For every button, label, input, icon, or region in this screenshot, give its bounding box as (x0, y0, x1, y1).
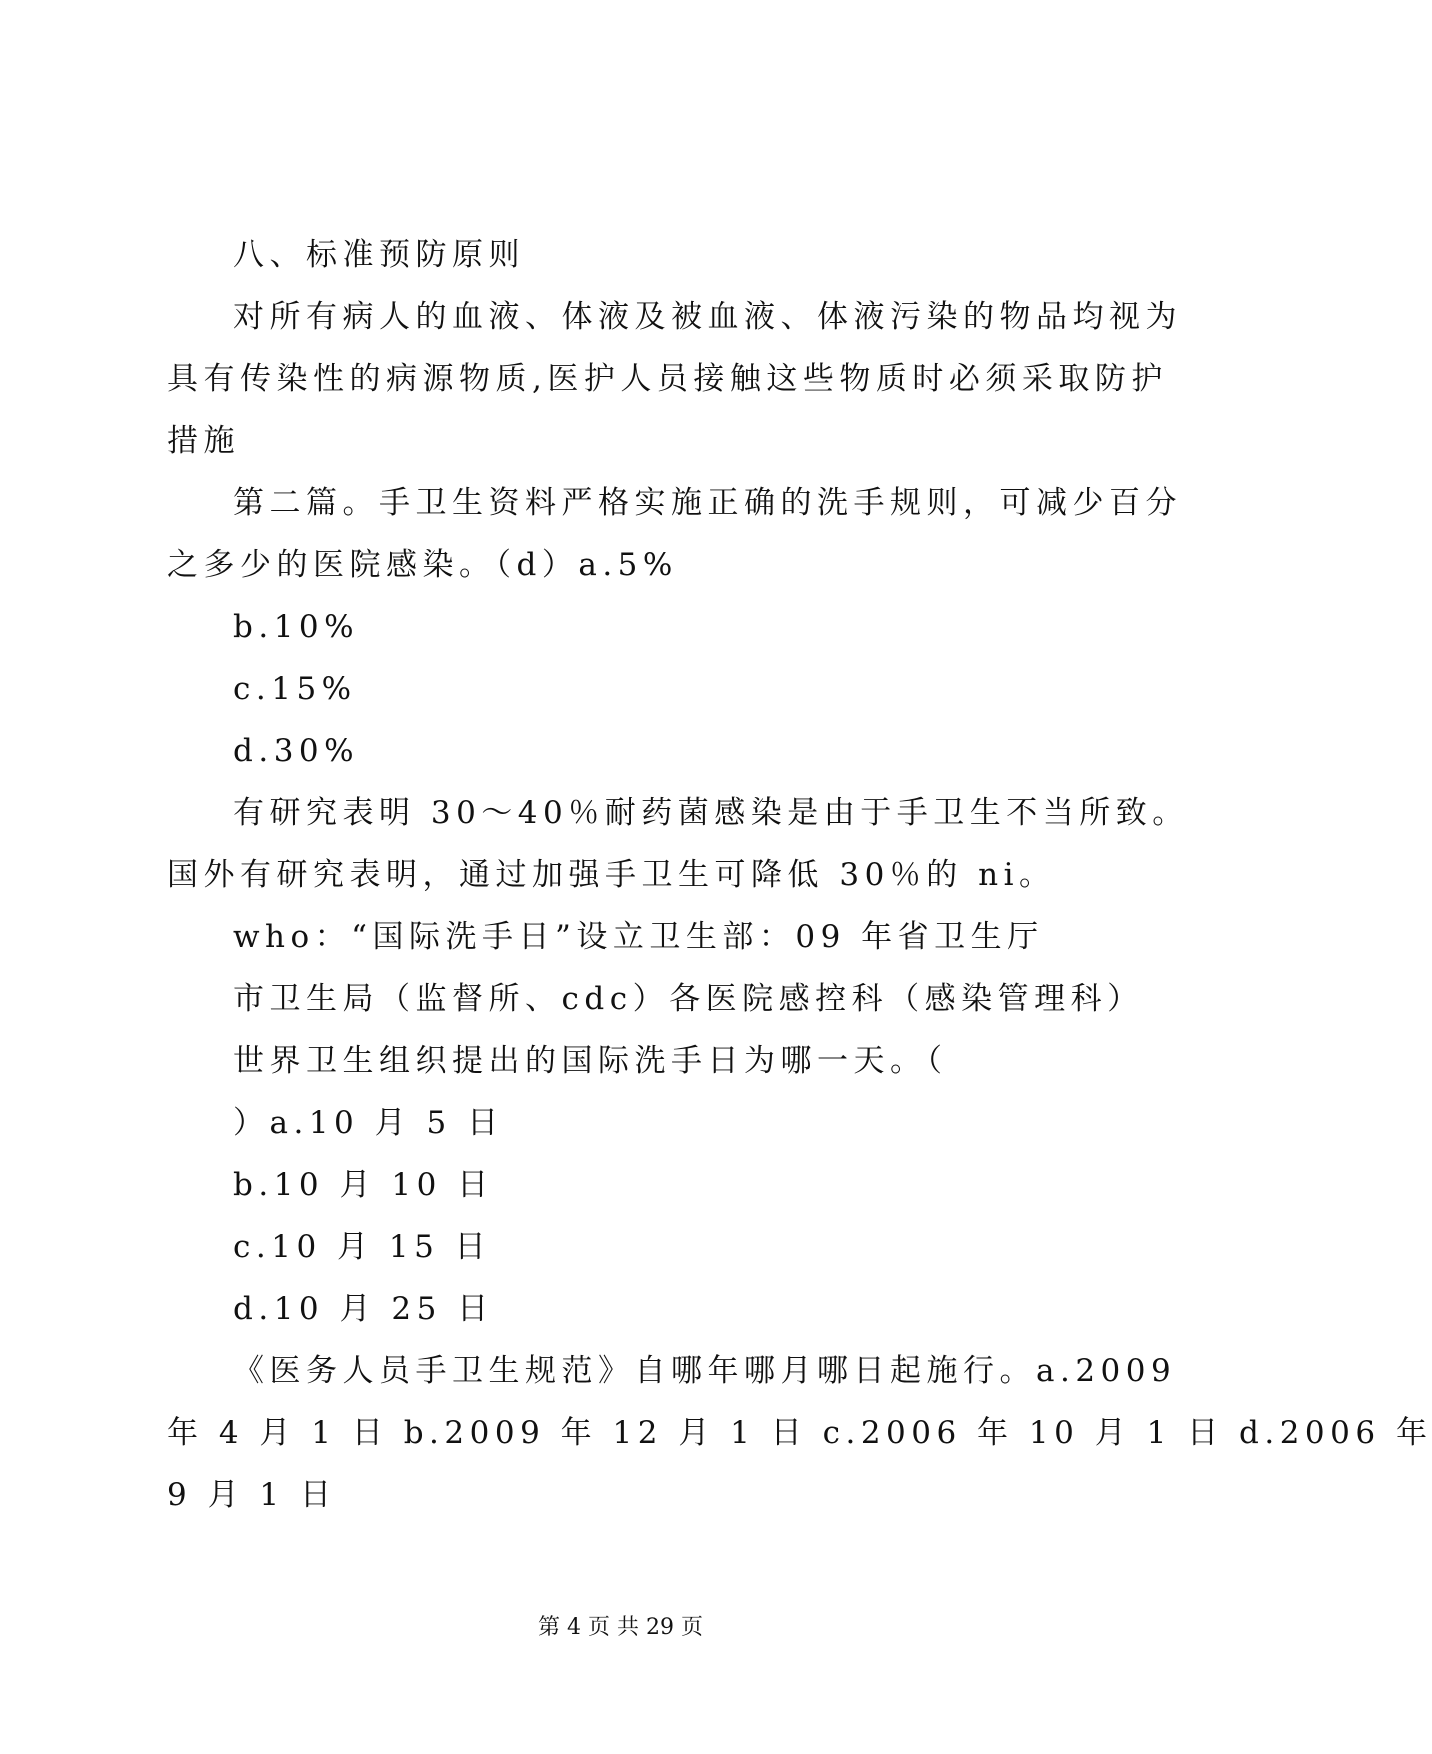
section-heading: 八、标准预防原则 (233, 237, 525, 273)
paragraph-line: 措施 (167, 423, 240, 459)
paragraph-line: who：“国际洗手日”设立卫生部：09 年省卫生厅 (233, 919, 1044, 955)
paragraph-line: 对所有病人的血液、体液及被血液、体液污染的物品均视为 (233, 299, 1182, 335)
paragraph-line: 有研究表明 30～40％耐药菌感染是由于手卫生不当所致。 (233, 795, 1189, 831)
answer-option: b.10% (233, 609, 360, 645)
page-number-footer: 第 4 页 共 29 页 (538, 1615, 703, 1640)
paragraph-line: 市卫生局（监督所、cdc）各医院感控科（感染管理科） (233, 981, 1144, 1017)
question-line: 世界卫生组织提出的国际洗手日为哪一天。（ (233, 1043, 948, 1079)
answer-option: d.30% (233, 733, 360, 769)
paragraph-line: 具有传染性的病源物质,医护人员接触这些物质时必须采取防护 (167, 361, 1168, 397)
answer-option: ）a.10 月 5 日 (233, 1105, 504, 1141)
answer-option: c.15% (233, 671, 357, 707)
answer-option: d.10 月 25 日 (233, 1291, 494, 1327)
question-line: 年 4 月 1 日 b.2009 年 12 月 1 日 c.2006 年 10 月 1 日 d.2006 年 (167, 1415, 1432, 1451)
question-line: 第二篇。手卫生资料严格实施正确的洗手规则，可减少百分 (233, 485, 1182, 521)
answer-option: c.10 月 15 日 (233, 1229, 492, 1265)
question-line: 之多少的医院感染。（d）a.5% (167, 547, 678, 583)
answer-option: b.10 月 10 日 (233, 1167, 494, 1203)
paragraph-line: 国外有研究表明，通过加强手卫生可降低 30％的 ni。 (167, 857, 1056, 893)
question-line: 《医务人员手卫生规范》自哪年哪月哪日起施行。a.2009 (233, 1353, 1177, 1389)
question-line: 9 月 1 日 (167, 1477, 337, 1513)
document-body (167, 224, 1432, 1526)
